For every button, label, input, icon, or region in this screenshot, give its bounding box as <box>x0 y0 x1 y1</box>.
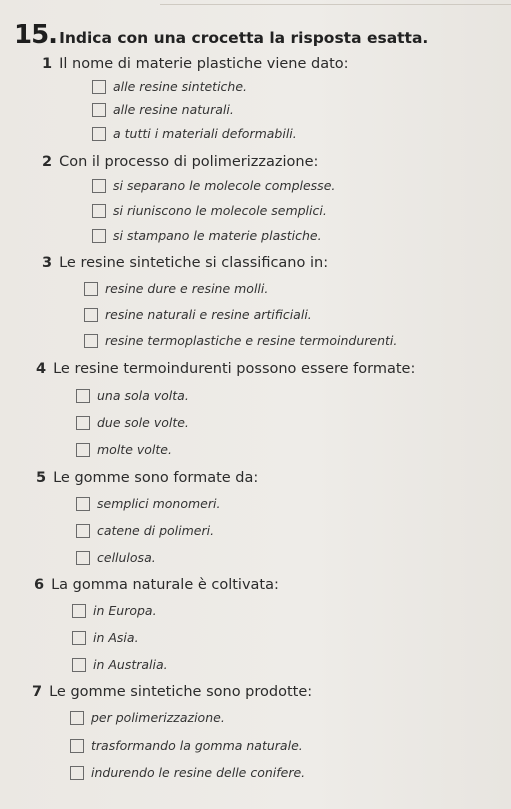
question-1 <box>42 56 349 72</box>
question-text: Le gomme sintetiche sono prodotte: <box>49 684 313 700</box>
question-text: Le resine termoindurenti possono essere formate: <box>53 361 416 377</box>
checkbox[interactable] <box>84 308 98 322</box>
question-4 <box>36 361 415 377</box>
checkbox[interactable] <box>92 103 106 117</box>
checkbox[interactable] <box>72 604 86 618</box>
option-label: si stampano le materie plastiche. <box>113 228 322 243</box>
checkbox[interactable] <box>70 739 84 753</box>
checkbox[interactable] <box>72 631 86 645</box>
option-7c[interactable] <box>70 765 305 780</box>
option-label: molte volte. <box>97 442 172 457</box>
option-label: resine dure e resine molli. <box>105 281 269 296</box>
checkbox[interactable] <box>76 416 90 430</box>
question-text: Con il processo di polimerizzazione: <box>59 154 319 170</box>
checkbox[interactable] <box>72 658 86 672</box>
option-1a[interactable] <box>92 79 247 94</box>
checkbox[interactable] <box>76 443 90 457</box>
option-label: una sola volta. <box>97 388 189 403</box>
option-6c[interactable] <box>72 657 168 672</box>
option-label: semplici monomeri. <box>97 496 221 511</box>
checkbox[interactable] <box>92 204 106 218</box>
option-6b[interactable] <box>72 630 139 645</box>
option-3b[interactable] <box>84 307 312 322</box>
checkbox[interactable] <box>92 127 106 141</box>
checkbox[interactable] <box>70 711 84 725</box>
option-label: resine termoplastiche e resine termoindurenti. <box>105 333 398 348</box>
checkbox[interactable] <box>92 80 106 94</box>
question-number: 6 <box>34 577 45 593</box>
option-label: due sole volte. <box>97 415 189 430</box>
exercise-header <box>14 20 428 50</box>
option-label: resine naturali e resine artificiali. <box>105 307 312 322</box>
question-5 <box>36 470 258 486</box>
option-3a[interactable] <box>84 281 268 296</box>
question-6 <box>34 577 279 593</box>
option-label: indurendo le resine delle conifere. <box>91 765 306 780</box>
question-number: 2 <box>42 154 53 170</box>
option-3c[interactable] <box>84 333 397 348</box>
checkbox[interactable] <box>92 229 106 243</box>
question-number: 3 <box>42 255 53 271</box>
question-number: 7 <box>32 684 43 700</box>
question-number: 5 <box>36 470 47 486</box>
option-label: a tutti i materiali deformabili. <box>113 126 297 141</box>
question-text: La gomma naturale è coltivata: <box>51 577 279 593</box>
option-label: si riuniscono le molecole semplici. <box>113 203 327 218</box>
option-4b[interactable] <box>76 415 189 430</box>
question-3 <box>42 255 328 271</box>
exercise-instruction: Indica con una crocetta la risposta esatta. <box>59 29 429 47</box>
checkbox[interactable] <box>70 766 84 780</box>
question-number: 1 <box>42 56 53 72</box>
option-label: cellulosa. <box>97 550 156 565</box>
option-2c[interactable] <box>92 228 322 243</box>
exercise-number: 15. <box>14 20 58 50</box>
option-1b[interactable] <box>92 102 234 117</box>
option-2b[interactable] <box>92 203 327 218</box>
question-7 <box>32 684 312 700</box>
option-label: si separano le molecole complesse. <box>113 178 336 193</box>
option-6a[interactable] <box>72 603 157 618</box>
option-5b[interactable] <box>76 523 214 538</box>
option-7a[interactable] <box>70 710 225 725</box>
option-label: in Australia. <box>93 657 168 672</box>
option-label: in Asia. <box>93 630 139 645</box>
checkbox[interactable] <box>76 389 90 403</box>
checkbox[interactable] <box>76 497 90 511</box>
checkbox[interactable] <box>76 524 90 538</box>
checkbox[interactable] <box>92 179 106 193</box>
option-2a[interactable] <box>92 178 335 193</box>
option-4a[interactable] <box>76 388 189 403</box>
question-number: 4 <box>36 361 47 377</box>
option-label: trasformando la gomma naturale. <box>91 738 303 753</box>
question-text: Le gomme sono formate da: <box>53 470 259 486</box>
option-label: alle resine sintetiche. <box>113 79 248 94</box>
checkbox[interactable] <box>84 334 98 348</box>
option-label: in Europa. <box>93 603 157 618</box>
option-5c[interactable] <box>76 550 156 565</box>
question-text: Le resine sintetiche si classificano in: <box>59 255 329 271</box>
option-5a[interactable] <box>76 496 220 511</box>
checkbox[interactable] <box>76 551 90 565</box>
question-2 <box>42 154 318 170</box>
option-label: alle resine naturali. <box>113 102 234 117</box>
option-1c[interactable] <box>92 126 297 141</box>
question-text: Il nome di materie plastiche viene dato: <box>59 56 349 72</box>
option-label: catene di polimeri. <box>97 523 215 538</box>
checkbox[interactable] <box>84 282 98 296</box>
option-label: per polimerizzazione. <box>91 710 225 725</box>
option-4c[interactable] <box>76 442 172 457</box>
top-rule <box>160 4 511 5</box>
option-7b[interactable] <box>70 738 303 753</box>
